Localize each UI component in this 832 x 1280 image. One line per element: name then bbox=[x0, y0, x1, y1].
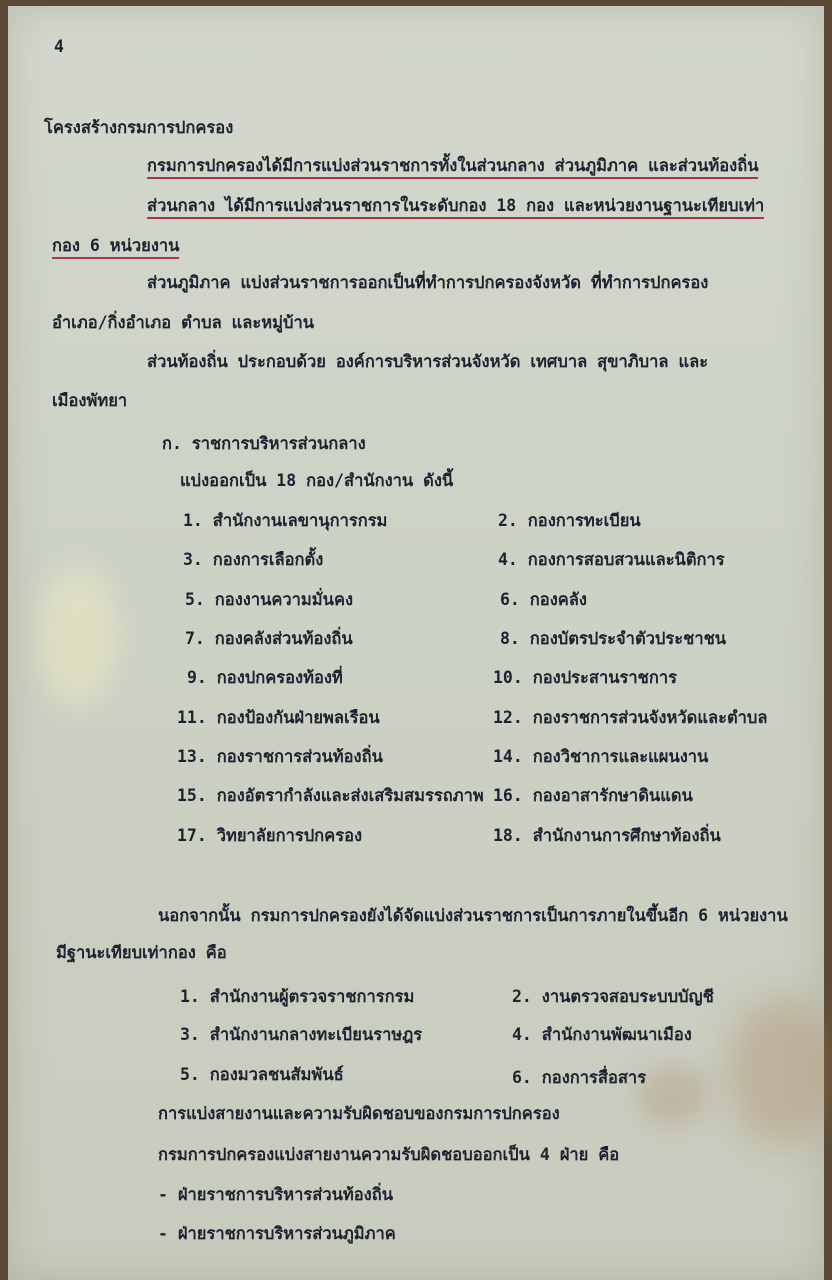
division-item: 4. กองการสอบสวนและนิติการ bbox=[498, 550, 725, 569]
division-item: 15. กองอัตรากำลังและส่งเสริมสมรรถภาพ bbox=[177, 786, 484, 805]
unit-item: 5. กองมวลชนสัมพันธ์ bbox=[180, 1065, 344, 1084]
regional-line-1: ส่วนภูมิภาค แบ่งส่วนราชการออกเป็นที่ทำการปกครองจังหวัด ที่ทำการปกครอง bbox=[147, 273, 709, 292]
additional-line-1: นอกจากนั้น กรมการปกครองยังได้จัดแบ่งส่วนราชการเป็นการภายในขึ้นอีก 6 หน่วยงาน bbox=[158, 906, 788, 925]
responsibility-line: กรมการปกครองแบ่งสายงานความรับผิดชอบออกเป็น 4 ฝ่าย คือ bbox=[158, 1145, 620, 1164]
division-item: 1. สำนักงานเลขานุการกรม bbox=[183, 511, 388, 530]
division-item: 17. วิทยาลัยการปกครอง bbox=[177, 826, 363, 845]
division-item: 10. กองประสานราชการ bbox=[493, 668, 677, 687]
unit-item: 1. สำนักงานผู้ตรวจราชการกรม bbox=[180, 987, 415, 1006]
division-item: 16. กองอาสารักษาดินแดน bbox=[493, 786, 693, 805]
paper-stain bbox=[728, 996, 832, 1146]
central-line-1: ส่วนกลาง ได้มีการแบ่งส่วนราชการในระดับกอง 18 กอง และหน่วยงานฐานะเทียบเท่า bbox=[147, 196, 764, 219]
page-title: โครงสร้างกรมการปกครอง bbox=[44, 118, 234, 137]
unit-item: 2. งานตรวจสอบระบบบัญชี bbox=[512, 987, 714, 1006]
responsibility-item: - ฝ่ายราชการบริหารส่วนท้องถิ่น bbox=[158, 1185, 393, 1204]
additional-line-2: มีฐานะเทียบเท่ากอง คือ bbox=[56, 943, 227, 962]
division-item: 14. กองวิชาการและแผนงาน bbox=[493, 747, 709, 766]
local-line-1: ส่วนท้องถิ่น ประกอบด้วย องค์การบริหารส่วนจังหวัด เทศบาล สุขาภิบาล และ bbox=[147, 352, 709, 371]
central-line-2: กอง 6 หน่วยงาน bbox=[52, 236, 179, 259]
unit-item: 6. กองการสื่อสาร bbox=[512, 1068, 647, 1087]
division-item: 11. กองป้องกันฝ่ายพลเรือน bbox=[177, 708, 380, 727]
page-number: 4 bbox=[54, 37, 64, 56]
local-line-2: เมืองพัทยา bbox=[52, 391, 128, 410]
paper-stain bbox=[38, 566, 118, 706]
division-item: 12. กองราชการส่วนจังหวัดและตำบล bbox=[493, 708, 768, 727]
division-item: 13. กองราชการส่วนท้องถิ่น bbox=[177, 747, 383, 766]
division-item: 6. กองคลัง bbox=[500, 590, 587, 609]
division-item: 18. สำนักงานการศึกษาท้องถิ่น bbox=[493, 826, 721, 845]
intro-paragraph: กรมการปกครองได้มีการแบ่งส่วนราชการทั้งในส่วนกลาง ส่วนภูมิภาค และส่วนท้องถิ่น bbox=[147, 156, 758, 179]
division-item: 7. กองคลังส่วนท้องถิ่น bbox=[185, 629, 353, 648]
section-a-heading: ก. ราชการบริหารส่วนกลาง bbox=[162, 434, 366, 453]
unit-item: 3. สำนักงานกลางทะเบียนราษฎร bbox=[180, 1025, 423, 1044]
regional-line-2: อำเภอ/กิ่งอำเภอ ตำบล และหมู่บ้าน bbox=[52, 313, 314, 332]
division-item: 5. กองงานความมั่นคง bbox=[185, 590, 354, 609]
responsibility-item: - ฝ่ายราชการบริหารส่วนภูมิภาค bbox=[158, 1224, 396, 1243]
division-item: 3. กองการเลือกตั้ง bbox=[183, 550, 324, 569]
section-a-subheading: แบ่งออกเป็น 18 กอง/สำนักงาน ดังนี้ bbox=[180, 471, 454, 490]
paper-stain bbox=[638, 1066, 708, 1126]
division-item: 2. กองการทะเบียน bbox=[498, 511, 641, 530]
responsibility-heading: การแบ่งสายงานและความรับผิดชอบของกรมการปกครอง bbox=[158, 1104, 560, 1123]
division-item: 8. กองบัตรประจำตัวประชาชน bbox=[500, 629, 727, 648]
unit-item: 4. สำนักงานพัฒนาเมือง bbox=[512, 1025, 692, 1044]
division-item: 9. กองปกครองท้องที่ bbox=[187, 668, 343, 687]
